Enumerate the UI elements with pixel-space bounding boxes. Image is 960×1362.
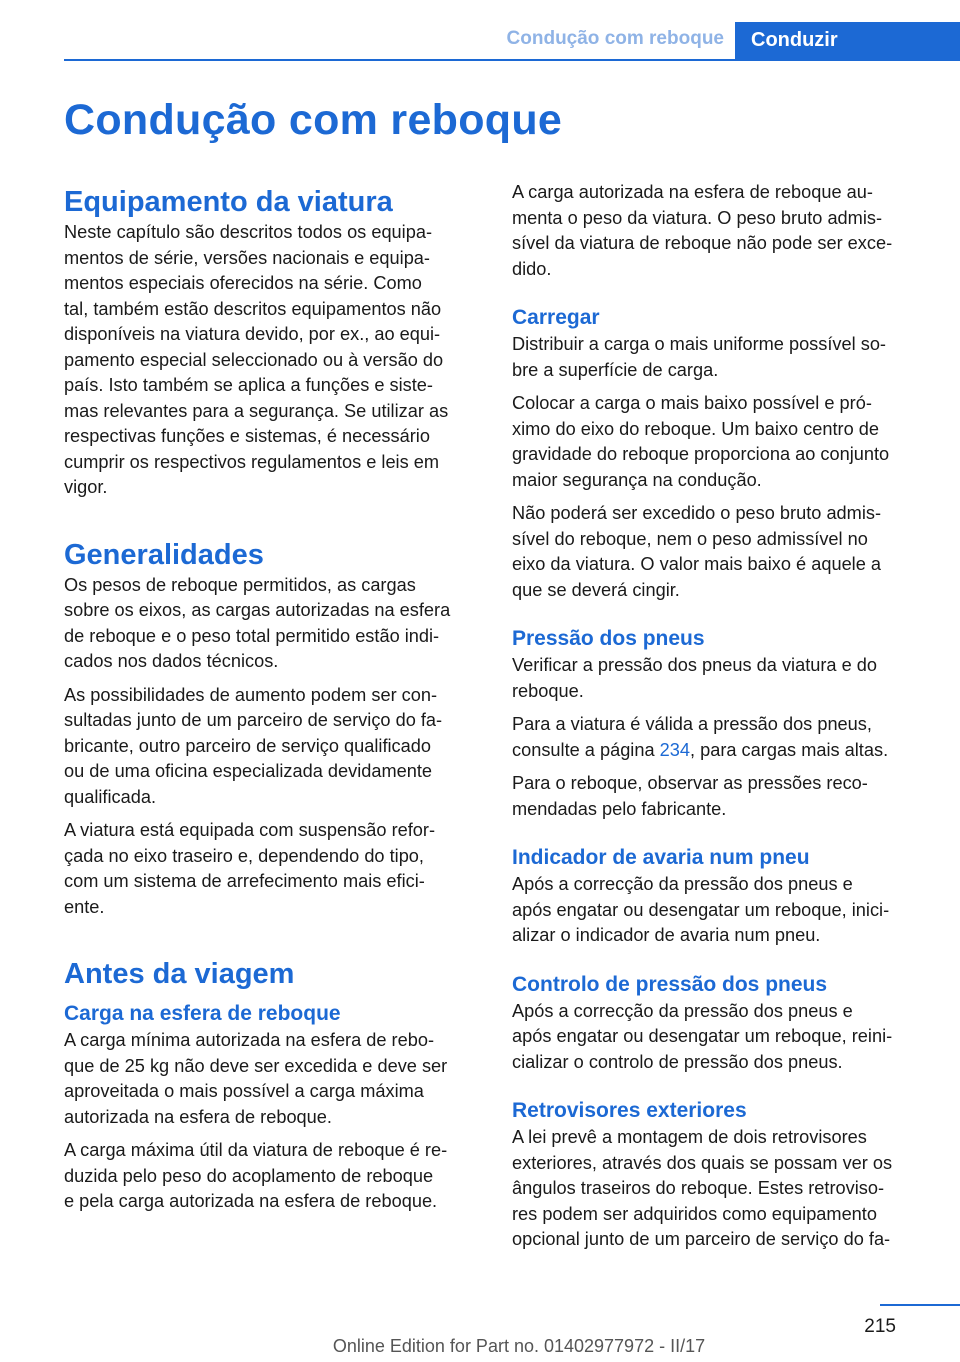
paragraph-carregar-2: [512, 391, 928, 493]
paragraph-pressao-3: [512, 771, 928, 822]
text-line: reboque.: [512, 680, 584, 701]
text-line: cumprir os respectivos regulamentos e leis em: [64, 451, 440, 472]
text-line: aproveitada o mais possível a carga máxima: [64, 1081, 424, 1101]
paragraph-pressao-1: [512, 653, 928, 704]
paragraph-carregar-1: [512, 332, 928, 383]
heading-antes-da-viagem: Antes da viagem: [64, 958, 295, 990]
heading-carregar: Carregar: [512, 306, 600, 329]
text-line: çada no eixo traseiro e, dependendo do tipo,: [64, 845, 424, 866]
text-line: qualificada.: [64, 786, 157, 807]
text-line: autorizada na esfera de reboque.: [64, 1106, 332, 1127]
text-line: Distribuir a carga o mais uniforme possível so-: [512, 334, 886, 354]
pressao-2-pre: consulte a página: [512, 739, 660, 760]
paragraph-pressao-2: [512, 712, 928, 763]
paragraph-indicador: [512, 872, 928, 949]
pressao-2-line1: Para a viatura é válida a pressão dos pneus,: [512, 714, 872, 734]
text-line: menta o peso da viatura. O peso bruto admis-: [512, 207, 883, 228]
text-line: mentos de série, versões nacionais e equipa-: [64, 247, 430, 268]
text-line: respectivas funções e sistemas, é necessário: [64, 426, 430, 446]
text-line: gravidade do reboque proporciona ao conjunto: [512, 444, 890, 464]
text-line: Não poderá ser excedido o peso bruto admis-: [512, 503, 882, 523]
text-line: sultadas junto de um parceiro de serviço do fa-: [64, 710, 443, 730]
text-line: que de 25 kg não deve ser excedida e deve ser: [64, 1055, 448, 1076]
text-line: A carga mínima autorizada na esfera de rebo-: [64, 1030, 435, 1050]
paragraph-retrovisores: [512, 1125, 928, 1253]
text-line: mendadas pelo fabricante.: [512, 798, 727, 819]
paragraph-generalidades-1: [64, 573, 479, 675]
text-line: alizar o indicador de avaria num pneu.: [512, 925, 821, 945]
text-line: sível da viatura de reboque não pode ser exce-: [512, 233, 893, 253]
paragraph-carga-esfera-2: [64, 1138, 479, 1215]
heading-controlo-pressao: Controlo de pressão dos pneus: [512, 972, 828, 996]
paragraph-controlo: [512, 999, 928, 1076]
text-line: com um sistema de arrefecimento mais efici-: [64, 871, 425, 891]
paragraph-generalidades-2: [64, 683, 479, 811]
text-line: ângulos traseiros do reboque. Estes retroviso-: [512, 1178, 885, 1198]
text-line: dido.: [512, 258, 552, 279]
text-line: duzida pelo peso do acoplamento de reboque: [64, 1165, 434, 1186]
text-line: As possibilidades de aumento podem ser con-: [64, 684, 438, 705]
text-line: A lei prevê a montagem de dois retrovisores: [512, 1127, 867, 1147]
text-line: Neste capítulo são descritos todos os equipa-: [64, 222, 433, 242]
text-line: Colocar a carga o mais baixo possível e pró-: [512, 393, 872, 413]
right-column: [512, 180, 928, 1261]
text-line: vigor.: [64, 477, 108, 497]
text-line: res podem ser adquiridos como equipamento: [512, 1203, 877, 1224]
text-line: Para o reboque, observar as pressões reco-: [512, 773, 868, 793]
text-line: A carga autorizada na esfera de reboque au-: [512, 182, 873, 202]
text-line: bricante, outro parceiro de serviço qualificado: [64, 735, 431, 756]
text-line: mentos especiais oferecidos na série. Como: [64, 273, 422, 293]
text-line: Após a correcção da pressão dos pneus e: [512, 874, 853, 894]
paragraph-intro-right: [512, 180, 928, 282]
text-line: opcional junto de um parceiro de serviço do fa-: [512, 1229, 891, 1249]
footer-edition: Online Edition for Part no. 01402977972 - II/17: [332, 1336, 706, 1356]
text-line: mas relevantes para a segurança. Se utilizar as: [64, 400, 449, 421]
paragraph-equipamento: [64, 220, 479, 501]
paragraph-carregar-3: [512, 501, 928, 603]
text-line: ou de uma oficina especializada devidamente: [64, 761, 433, 781]
text-line: sobre os eixos, as cargas autorizadas na esfera: [64, 600, 451, 620]
text-line: país. Isto também se aplica a funções e siste-: [64, 375, 433, 395]
text-line: ente.: [64, 896, 105, 917]
text-line: bre a superfície de carga.: [512, 359, 719, 380]
text-line: pamento especial seleccionado ou à versão do: [64, 349, 444, 370]
text-line: Após a correcção da pressão dos pneus e: [512, 1000, 853, 1021]
text-line: cados nos dados técnicos.: [64, 651, 279, 671]
text-line: e pela carga autorizada na esfera de reboque.: [64, 1191, 438, 1211]
heading-pressao-pneus: Pressão dos pneus: [512, 627, 705, 650]
heading-indicador-avaria: Indicador de avaria num pneu: [512, 846, 810, 869]
text-line: após engatar ou desengatar um reboque, reini-: [512, 1026, 893, 1046]
text-line: disponíveis na viatura devido, por ex., ao equi-: [64, 324, 441, 344]
page-title: Condução com reboque: [64, 96, 563, 144]
text-line: sível do reboque, nem o peso admissível no: [512, 528, 868, 549]
text-line: ximo do eixo do reboque. Um baixo centro de: [512, 418, 879, 439]
page-number: 215: [864, 1316, 896, 1337]
page-reference-link[interactable]: 234: [659, 739, 690, 760]
paragraph-carga-esfera-1: [64, 1028, 479, 1130]
heading-generalidades: Generalidades: [64, 538, 264, 571]
text-line: de reboque e o peso total permitido estão indi-: [64, 625, 440, 646]
text-line: A carga máxima útil da viatura de reboque é re-: [64, 1140, 448, 1160]
text-line: após engatar ou desengatar um reboque, inici-: [512, 899, 890, 920]
heading-equipamento: Equipamento da viatura: [64, 186, 393, 218]
text-line: cializar o controlo de pressão dos pneus.: [512, 1051, 843, 1072]
text-line: A viatura está equipada com suspensão refor-: [64, 820, 436, 840]
pressao-2-post: , para cargas mais altas.: [690, 739, 889, 760]
text-line: que se deverá cingir.: [512, 579, 680, 600]
text-line: Os pesos de reboque permitidos, as cargas: [64, 574, 416, 595]
footer-rule: [880, 1304, 960, 1306]
text-line: Verificar a pressão dos pneus da viatura e do: [512, 655, 877, 675]
text-line: exteriores, através dos quais se possam ver os: [512, 1152, 893, 1173]
left-column: [64, 184, 479, 1223]
text-line: maior segurança na condução.: [512, 469, 762, 490]
heading-retrovisores: Retrovisores exteriores: [512, 1099, 747, 1122]
header-chapter-tab: Conduzir: [735, 22, 960, 61]
header-section-title: Condução com reboque: [506, 28, 724, 49]
text-line: eixo da viatura. O valor mais baixo é aquele a: [512, 554, 882, 574]
text-line: tal, também estão descritos equipamentos não: [64, 298, 442, 319]
heading-carga-esfera: Carga na esfera de reboque: [64, 1002, 341, 1025]
paragraph-generalidades-3: [64, 818, 479, 920]
